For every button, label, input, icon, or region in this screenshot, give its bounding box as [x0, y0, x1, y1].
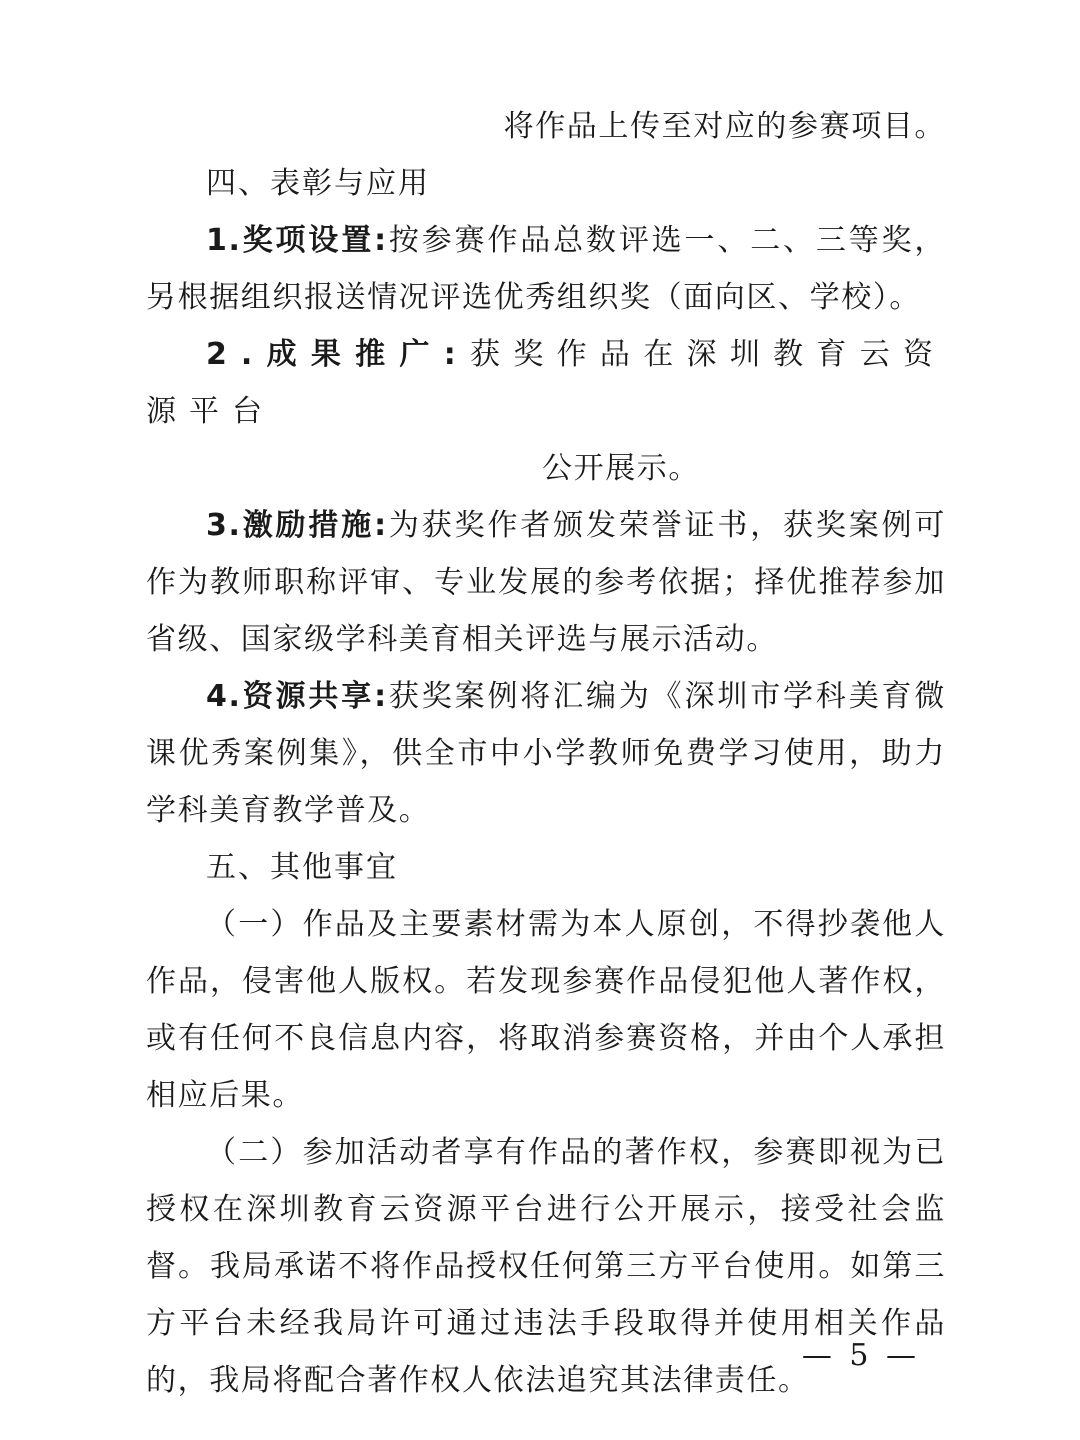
section-4-heading: 四、表彰与应用 [206, 166, 430, 201]
body-text [146, 98, 946, 1409]
other-matters-paragraph-2: （二）参加活动者享有作品的著作权，参赛即视为已授权在深圳教育云资源平台进行公开展示，接受社会监督。我局承诺不将作品授权任何第三方平台使用。如第三方平台未经我局许可通过违法手段取得并使用相关作品的，我局将配合著作权人依法追究其法律责任。 [146, 1135, 946, 1398]
item-4-text: 获奖案例将汇编为《深圳市学科美育微课优秀案例集》，供全市中小学教师免费学习使用，助力学科美育教学普及。 [146, 679, 947, 828]
item-3-paragraph [146, 497, 946, 668]
section-5-heading: 五、其他事宜 [206, 850, 398, 885]
item-3-label: 3.激励措施: [206, 508, 388, 543]
item-2-label: 2.成果推广: [206, 337, 470, 372]
item-4-paragraph [146, 668, 946, 839]
page-number: — 5 — [801, 1338, 920, 1373]
other-matters-paragraph-1: （一）作品及主要素材需为本人原创，不得抄袭他人作品，侵害他人版权。若发现参赛作品侵犯他人著作权，或有任何不良信息内容，将取消参赛资格，并由个人承担相应后果。 [146, 907, 946, 1113]
item-1-paragraph [146, 212, 946, 326]
item-2-continuation: 公开展示。 [542, 451, 700, 486]
item-3-text: 为获奖作者颁发荣誉证书，获奖案例可作为教师职称评审、专业发展的参考依据；择优推荐参加省级、国家级学科美育相关评选与展示活动。 [146, 508, 947, 657]
item-2-paragraph [146, 326, 946, 440]
item-2-text: 获奖作品在深圳教育云资源平台 [146, 337, 946, 429]
item-1-text: 按参赛作品总数评选一、二、三等奖，另根据组织报送情况评选优秀组织奖（面向区、学校）。 [146, 223, 947, 315]
continued-line: 将作品上传至对应的参赛项目。 [503, 109, 946, 144]
item-1-label: 1.奖项设置: [206, 223, 388, 258]
item-4-label: 4.资源共享: [206, 679, 388, 714]
